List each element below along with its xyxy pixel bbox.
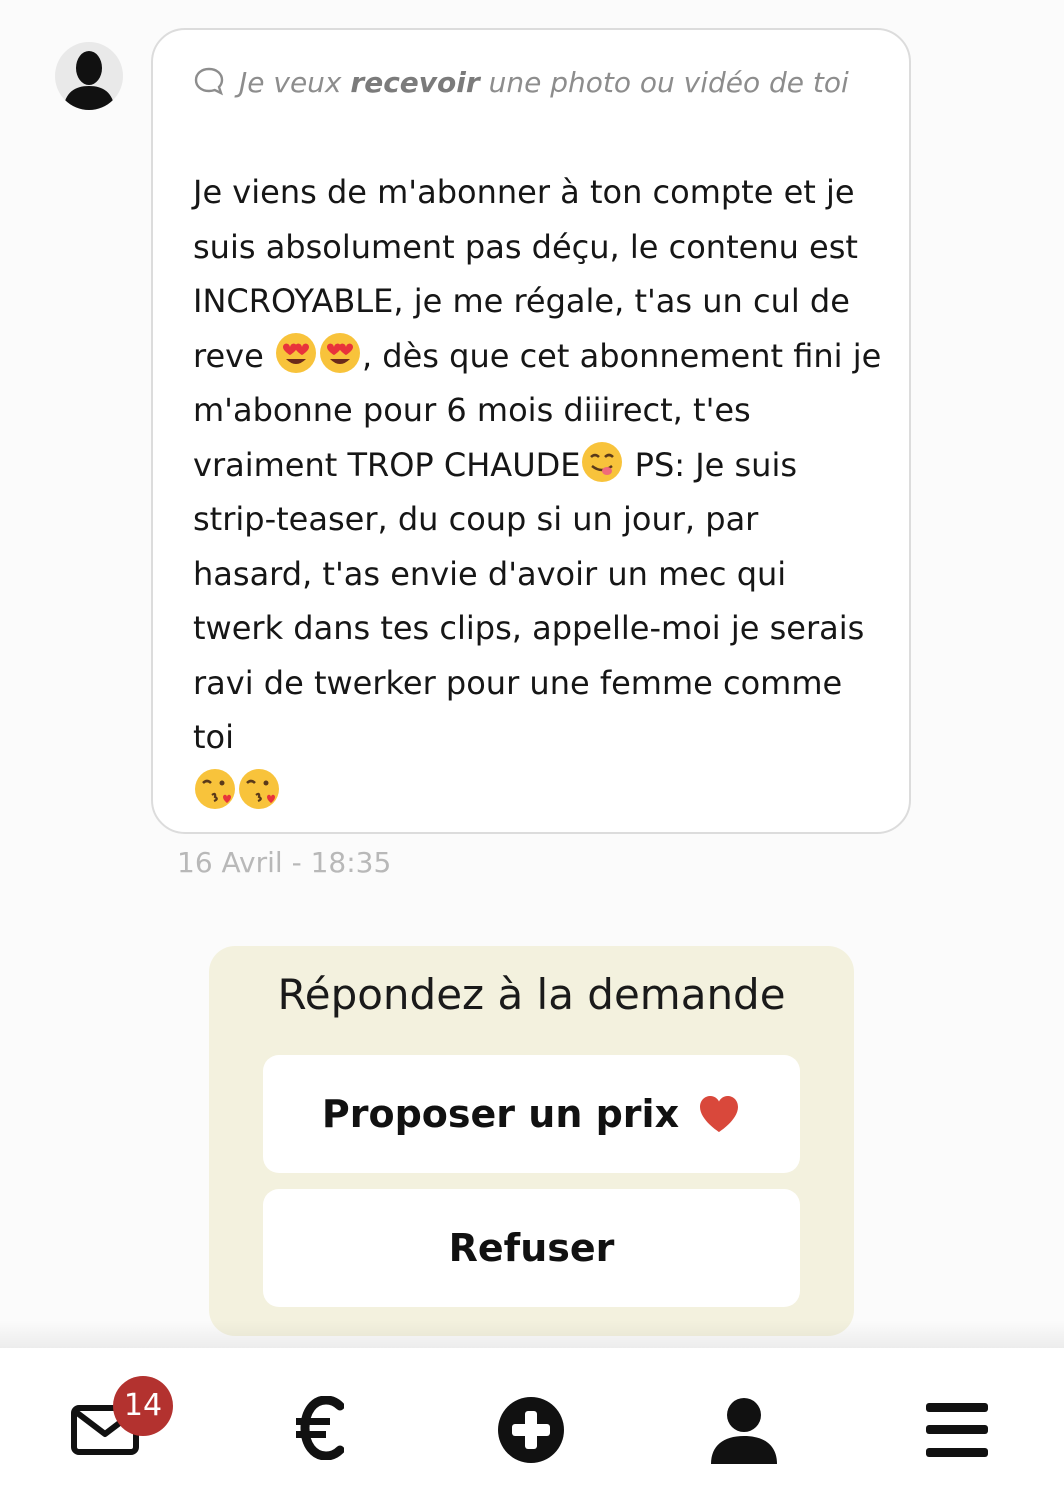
- menu-icon: [926, 1403, 988, 1457]
- yum-emoji: [580, 440, 624, 484]
- nav-earnings[interactable]: [258, 1348, 378, 1500]
- speech-bubble-icon: [193, 66, 225, 96]
- message-text: [193, 165, 883, 819]
- user-icon: [709, 1396, 779, 1464]
- heart-eyes-emoji: [274, 331, 318, 375]
- euro-icon: [294, 1396, 344, 1460]
- heart-icon: [697, 1094, 741, 1134]
- kissing-heart-emoji: [193, 767, 237, 811]
- plus-circle-icon: [498, 1397, 564, 1463]
- request-keyword: recevoir: [350, 66, 480, 99]
- message-part-2: , dès que cet abonnement fini je m'abonne pour 6 mois diiirect, t'es vraiment TROP CHAUDE: [193, 336, 882, 484]
- propose-price-button[interactable]: [263, 1055, 800, 1173]
- nav-profile[interactable]: [683, 1348, 803, 1500]
- heart-eyes-emoji: [318, 331, 362, 375]
- message-part-3: PS: Je suis strip-teaser, du coup si un jour, par hasard, t'as envie d'avoir un mec qui twerk dans tes clips, appelle-moi je serais ravi de twerker pour une femme comme toi: [193, 445, 865, 756]
- response-panel-title: Répondez à la demande: [277, 970, 786, 1019]
- refuse-label: Refuser: [448, 1226, 615, 1270]
- message-part-1: Je viens de m'abonner à ton compte et je suis absolument pas déçu, le contenu est INCROYABLE, je me régale, t'as un cul de reve: [193, 173, 858, 375]
- avatar[interactable]: [55, 42, 123, 110]
- message-timestamp: 16 Avril - 18:35: [177, 846, 392, 879]
- propose-price-label: Proposer un prix: [321, 1092, 680, 1136]
- response-panel: [209, 946, 854, 1336]
- message-bubble: [151, 28, 911, 834]
- person-silhouette-icon: [55, 42, 123, 110]
- request-prefix: Je veux: [239, 66, 342, 99]
- request-suffix: une photo ou vidéo de toi: [488, 66, 849, 99]
- nav-menu[interactable]: [896, 1348, 1016, 1500]
- request-line: [193, 56, 873, 110]
- refuse-button[interactable]: [263, 1189, 800, 1307]
- navbar-shadow: [0, 1320, 1064, 1348]
- kissing-heart-emoji: [237, 767, 281, 811]
- unread-badge: 14: [113, 1376, 173, 1436]
- nav-create[interactable]: [471, 1348, 591, 1500]
